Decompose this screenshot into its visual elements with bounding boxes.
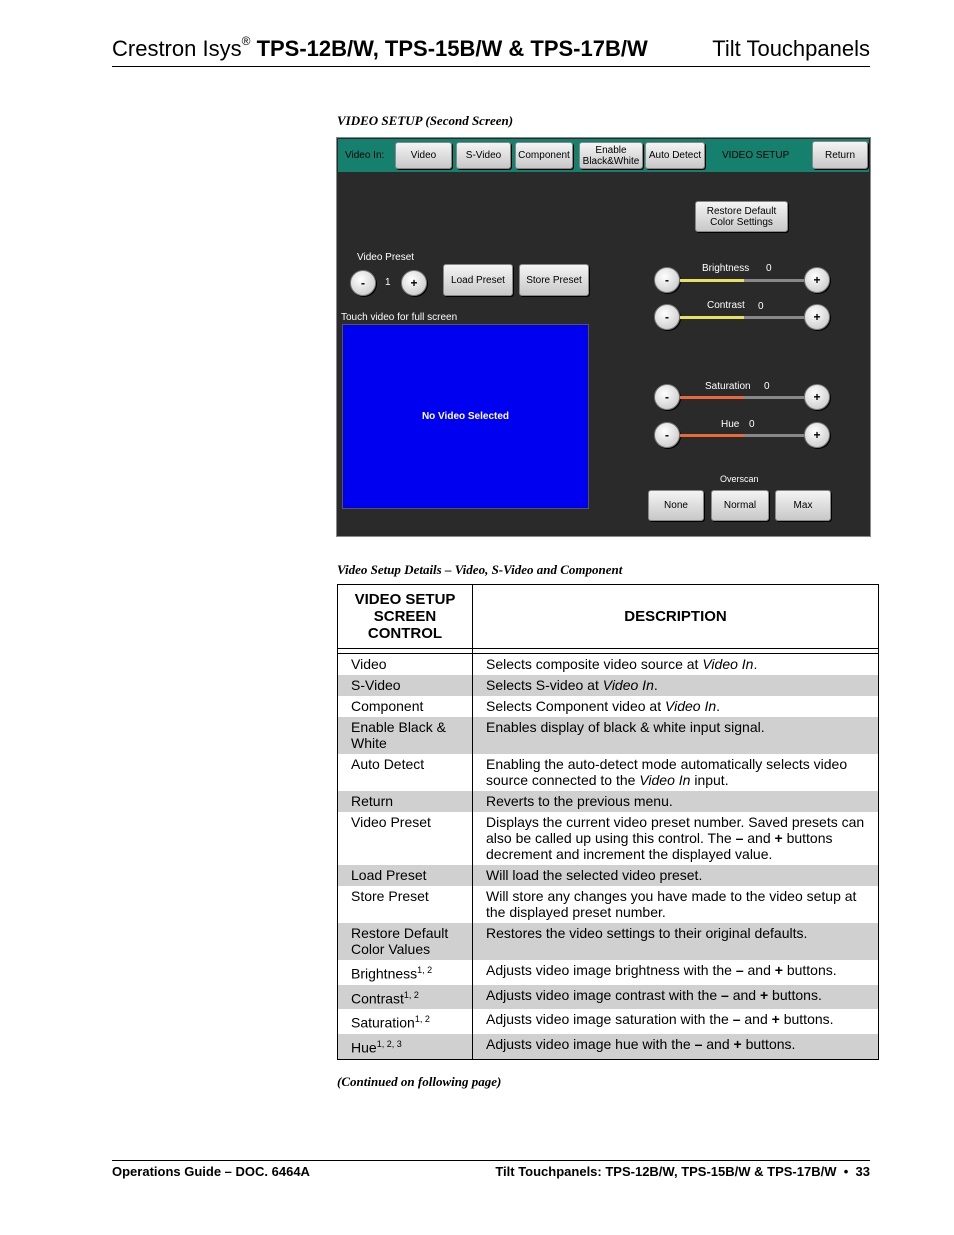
hue-plus-button[interactable]: + xyxy=(804,422,830,448)
video-preset-label: Video Preset xyxy=(357,252,415,263)
control-cell xyxy=(338,985,473,1010)
contrast-minus-button[interactable]: - xyxy=(654,304,680,330)
control-cell xyxy=(338,754,473,791)
brand-name: Crestron Isys xyxy=(112,36,242,61)
component-button[interactable]: Component xyxy=(515,142,573,169)
figure-caption: VIDEO SETUP (Second Screen) xyxy=(337,113,514,128)
description-cell: Enabling the auto-detect mode automatically selects video source connected to the Video In input. xyxy=(473,754,879,791)
overscan-normal-button[interactable]: Normal xyxy=(711,490,769,521)
description-cell: Will store any changes you have made to the video setup at the displayed preset number. xyxy=(473,886,879,923)
table-row xyxy=(338,923,879,960)
footer-bullet: • xyxy=(843,1164,849,1179)
control-name: S-Video xyxy=(351,677,401,693)
description-cell: Adjusts video image hue with the – and + buttons. xyxy=(473,1034,879,1059)
control-cell xyxy=(338,654,473,676)
hue-value: 0 xyxy=(749,419,755,430)
control-cell xyxy=(338,791,473,812)
table-row xyxy=(338,1009,879,1034)
video-preview[interactable] xyxy=(342,324,589,509)
table-row xyxy=(338,696,879,717)
video-setup-panel xyxy=(336,137,871,537)
table-header-row xyxy=(338,585,879,649)
description-cell: Restores the video settings to their original defaults. xyxy=(473,923,879,960)
contrast-plus-button[interactable]: + xyxy=(804,304,830,330)
brightness-plus-button[interactable]: + xyxy=(804,267,830,293)
table-row xyxy=(338,717,879,754)
page-number: 33 xyxy=(855,1164,870,1179)
overscan-max-button[interactable]: Max xyxy=(775,490,831,521)
control-name: Return xyxy=(351,793,394,809)
store-preset-button[interactable]: Store Preset xyxy=(519,264,589,296)
control-name: Saturation xyxy=(351,1014,415,1031)
footnote-ref: 1, 2 xyxy=(414,1014,430,1025)
table-row xyxy=(338,865,879,886)
auto-detect-button[interactable]: Auto Detect xyxy=(645,142,705,169)
control-cell xyxy=(338,696,473,717)
footnote-ref: 1, 2, 3 xyxy=(376,1038,402,1049)
control-cell xyxy=(338,675,473,696)
hue-slider[interactable] xyxy=(680,434,805,437)
control-cell xyxy=(338,717,473,754)
overscan-none-button[interactable]: None xyxy=(648,490,704,521)
contrast-slider[interactable] xyxy=(680,316,805,319)
brightness-value: 0 xyxy=(766,263,772,274)
description-cell: Selects Component video at Video In. xyxy=(473,696,879,717)
footer-product-name: Tilt Touchpanels: TPS-12B/W, TPS-15B/W & TPS-17B/W xyxy=(495,1164,837,1179)
preset-value: 1 xyxy=(385,277,391,288)
load-preset-button[interactable]: Load Preset xyxy=(443,264,513,296)
column-header-control: VIDEO SETUP SCREEN CONTROL xyxy=(338,585,473,649)
footer-product xyxy=(495,1164,870,1179)
description-cell: Enables display of black & white input signal. xyxy=(473,717,879,754)
model-names: TPS-12B/W, TPS-15B/W & TPS-17B/W xyxy=(256,36,648,61)
description-cell: Adjusts video image contrast with the – and + buttons. xyxy=(473,985,879,1010)
saturation-plus-button[interactable]: + xyxy=(804,384,830,410)
table-row xyxy=(338,791,879,812)
saturation-minus-button[interactable]: - xyxy=(654,384,680,410)
table-caption: Video Setup Details – Video, S-Video and Component xyxy=(337,562,623,577)
hue-label: Hue xyxy=(721,419,740,430)
video-status: No Video Selected xyxy=(421,411,510,422)
footnote-ref: 1, 2 xyxy=(417,965,433,975)
contrast-label: Contrast xyxy=(707,300,745,311)
preset-plus-button[interactable]: + xyxy=(401,270,427,296)
touch-hint: Touch video for full screen xyxy=(341,312,458,323)
control-name: Enable Black & White xyxy=(351,719,446,751)
control-cell xyxy=(338,1009,473,1034)
control-name: Hue xyxy=(351,1039,377,1056)
brightness-slider[interactable] xyxy=(680,279,805,282)
control-name: Contrast xyxy=(351,990,404,1007)
control-name: Restore Default Color Values xyxy=(351,925,449,957)
video-button[interactable]: Video xyxy=(395,142,452,169)
hue-slider-fill xyxy=(680,434,744,437)
contrast-slider-fill xyxy=(680,316,744,319)
saturation-slider-fill xyxy=(680,396,744,399)
description-cell: Reverts to the previous menu. xyxy=(473,791,879,812)
description-cell: Displays the current video preset number. Saved presets can also be called up using this control. The – and + buttons decrement and increment the displayed value. xyxy=(473,812,879,865)
control-name: Video xyxy=(351,656,387,672)
footnote-ref: 1, 2 xyxy=(403,989,419,1000)
description-cell: Selects composite video source at Video In. xyxy=(473,654,879,676)
brightness-minus-button[interactable]: - xyxy=(654,267,680,293)
enable-bw-button[interactable]: Enable Black&White xyxy=(579,142,643,169)
preset-minus-button[interactable]: - xyxy=(350,270,376,296)
description-cell: Adjusts video image brightness with the – and + buttons. xyxy=(473,960,879,985)
control-name: Load Preset xyxy=(351,867,427,883)
contrast-value: 0 xyxy=(758,301,764,312)
control-name: Store Preset xyxy=(351,888,429,904)
restore-default-button[interactable]: Restore Default Color Settings xyxy=(695,201,788,232)
header-category: Tilt Touchpanels xyxy=(712,36,870,61)
page-footer xyxy=(112,1160,870,1179)
table-row xyxy=(338,754,879,791)
control-cell xyxy=(338,812,473,865)
footer-doc: Operations Guide – DOC. 6464A xyxy=(112,1164,310,1179)
table-row xyxy=(338,654,879,676)
control-cell xyxy=(338,1034,473,1059)
page-header xyxy=(112,36,870,67)
hue-minus-button[interactable]: - xyxy=(654,422,680,448)
table-row xyxy=(338,886,879,923)
description-cell: Selects S-video at Video In. xyxy=(473,675,879,696)
saturation-value: 0 xyxy=(764,381,770,392)
control-name: Video Preset xyxy=(351,814,431,830)
control-cell xyxy=(338,923,473,960)
return-button[interactable]: Return xyxy=(812,141,868,169)
table-row xyxy=(338,675,879,696)
control-cell xyxy=(338,886,473,923)
table-row xyxy=(338,985,879,1010)
s-video-button[interactable]: S-Video xyxy=(456,142,511,169)
control-name: Auto Detect xyxy=(351,756,425,772)
column-header-description: DESCRIPTION xyxy=(473,585,879,649)
table-row xyxy=(338,812,879,865)
control-name: Brightness xyxy=(351,965,418,982)
saturation-label: Saturation xyxy=(705,381,751,392)
control-name: Component xyxy=(351,698,424,714)
screen-title: VIDEO SETUP xyxy=(722,150,790,161)
header-title xyxy=(112,36,648,62)
continued-note: (Continued on following page) xyxy=(337,1074,502,1089)
table-row xyxy=(338,1034,879,1059)
control-cell xyxy=(338,960,473,985)
panel-top-bar xyxy=(338,139,869,172)
video-in-label: Video In: xyxy=(345,150,385,161)
description-cell: Will load the selected video preset. xyxy=(473,865,879,886)
brightness-label: Brightness xyxy=(702,263,750,274)
registered-mark: ® xyxy=(241,34,251,48)
control-cell xyxy=(338,865,473,886)
saturation-slider[interactable] xyxy=(680,396,805,399)
video-setup-details-table xyxy=(337,584,879,1060)
table-row xyxy=(338,960,879,985)
overscan-label: Overscan xyxy=(720,474,759,484)
description-cell: Adjusts video image saturation with the – and + buttons. xyxy=(473,1009,879,1034)
brightness-slider-fill xyxy=(680,279,744,282)
